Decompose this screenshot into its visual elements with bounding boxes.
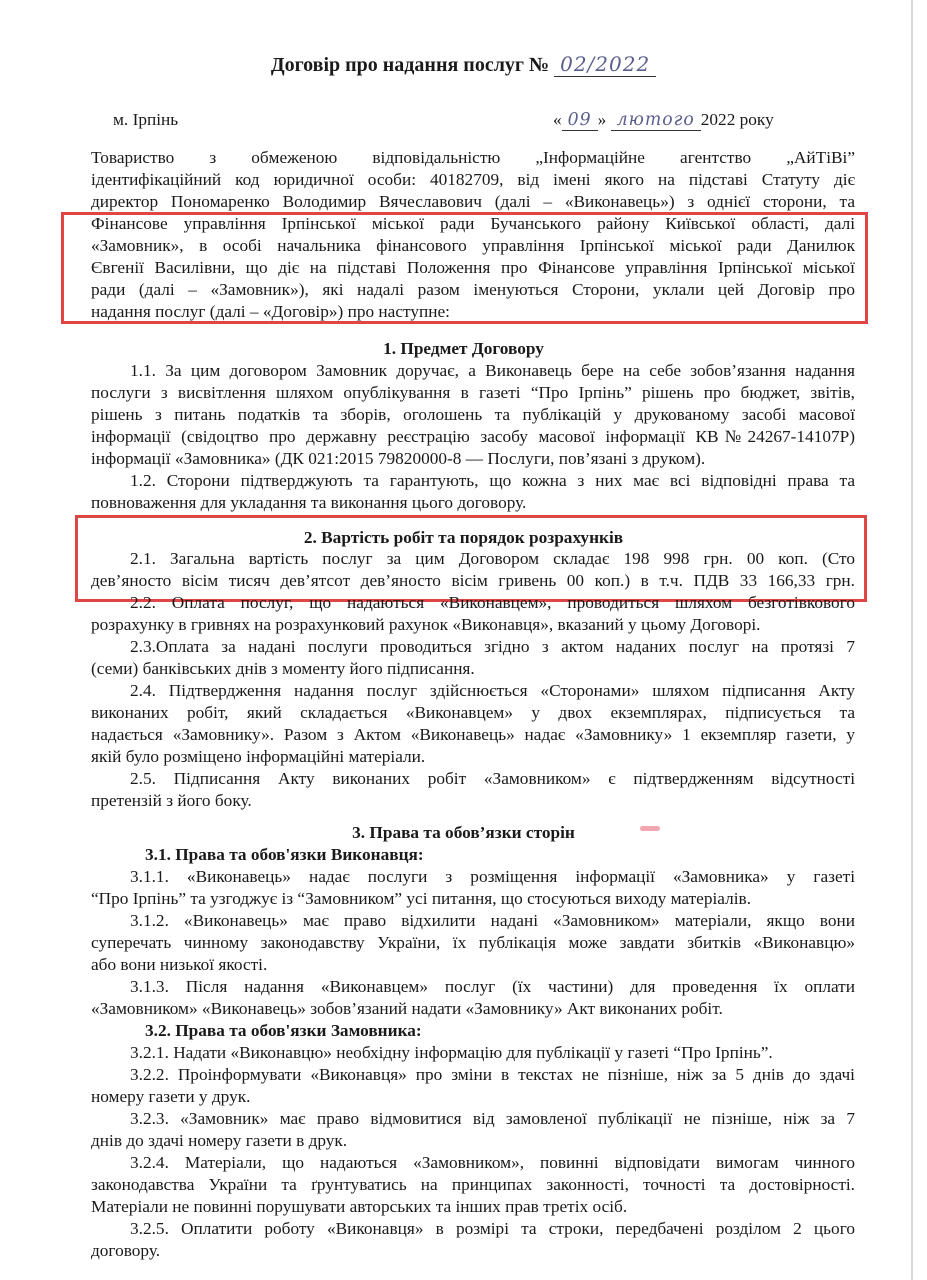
section-1-line: повноваження для укладання та виконання цього договору.: [91, 493, 527, 512]
section-3-2-line: законодавства України та ґрунтуватись на принципах законності, точності та достовірності.: [91, 1175, 855, 1194]
section-3-heading: 3. Права та обов’язки сторін: [352, 823, 575, 842]
preamble-line: Товариство з обмеженою відповідальністю „Інформаційне агентство „АйТіВі”: [91, 148, 855, 167]
date-day-handwritten: 09: [562, 110, 598, 131]
preamble-line: надання послуг (далі – «Договір») про наступне:: [91, 302, 450, 321]
section-3-1-line: “Про Ірпінь” та узгоджує із “Замовником” усі питання, що стосуються виходу матеріалів.: [91, 889, 752, 908]
section-3-1-line: суперечать чинному законодавству України, їх публікація може завдати збитків «Виконавцю»: [91, 933, 855, 952]
section-3-1-line: «Замовником» «Виконавець» зобов’язаний надати «Замовнику» Акт виконаних робіт.: [91, 999, 723, 1018]
section-3-2-line: 3.2.1. Надати «Виконавцю» необхідну інформацію для публікації у газеті “Про Ірпінь”.: [130, 1043, 773, 1062]
section-2-line: 2.4. Підтвердження надання послуг здійснюється «Сторонами» шляхом підписання Акту: [130, 681, 855, 700]
section-3-2-line: днів до здачі номеру газети в друк.: [91, 1131, 348, 1150]
date-open-quote: «: [553, 110, 562, 129]
preamble-line: Євгенії Василівни, що діє на підставі Положення про Фінансове управління Ірпінської міської: [91, 258, 855, 277]
document-title: [0, 52, 927, 77]
date-month-handwritten: лютого: [611, 110, 701, 131]
section-1-line: інформації (свідоцтво про державну реєстрацію засобу масової інформації КВ№24267-14107Р): [91, 427, 855, 446]
section-1-line: інформації «Замовника» (ДК 021:2015 79820000-8 — Послуги, пов’язані з друком).: [91, 449, 706, 468]
preamble-line: директор Пономаренко Володимир Вячеславович (далі – «Виконавець») з однієї сторони, та: [91, 192, 855, 211]
highlight-box-cost: [75, 515, 867, 602]
section-2-heading: 2. Вартість робіт та порядок розрахунків: [303, 528, 624, 547]
section-2-line: 2.3.Оплата за надані послуги проводиться згідно з актом наданих послуг на протязі 7: [130, 637, 855, 656]
section-3-1-line: 3.1.2. «Виконавець» має право відхилити надані «Замовником» матеріали, якщо вони: [130, 911, 855, 930]
section-2-line: 2.5. Підписання Акту виконаних робіт «Замовником» є підтвердженням відсутності: [130, 769, 855, 788]
section-3-2-heading: 3.2. Права та обов'язки Замовника:: [145, 1021, 422, 1040]
date-close-quote: »: [597, 110, 607, 129]
highlight-box-customer: [61, 212, 868, 324]
pink-marker-dash: [640, 826, 660, 831]
section-1-heading: 1. Предмет Договору: [383, 339, 544, 358]
title-text: Договір про надання послуг №: [270, 54, 550, 76]
section-3-1-line: або вони низької якості.: [91, 955, 268, 974]
section-3-1-line: 3.1.3. Після надання «Виконавцем» послуг (їх частини) для проведення їх оплати: [130, 977, 855, 996]
section-1-line: 1.2. Сторони підтверджують та гарантують, що кожна з них має всі відповідні права та: [130, 471, 855, 490]
section-2-line: дев’яносто вісім тисяч дев’ятсот дев’яносто вісім гривень 00 коп.) в т.ч. ПДВ 33 166,33 грн.: [91, 571, 855, 590]
contract-number-handwritten: 02/2022: [554, 52, 656, 77]
section-3-2-line: Матеріали не повинні порушувати авторських та інших прав третіх осіб.: [91, 1197, 628, 1216]
section-2-line: 2.1. Загальна вартість послуг за цим Договором складає 198 998 грн. 00 коп. (Сто: [130, 549, 855, 568]
section-2-line: 2.2. Оплата послуг, що надаються «Виконавцем», проводиться шляхом безготівкового: [130, 593, 855, 612]
preamble-line: ідентифікаційний код юридичної особи: 40182709, від імені якого на підставі Статуту діє: [91, 170, 855, 189]
city: м. Ірпінь: [113, 110, 179, 129]
section-2-line: розрахунку в гривнях на розрахунковий рахунок «Виконавця», вказаний у цьому Договорі.: [91, 615, 761, 634]
section-1-line: рішень з питань податків та зборів, оголошень та публікацій у друкованому засобі масової: [91, 405, 855, 424]
contract-date: [553, 109, 774, 131]
section-3-1-line: 3.1.1. «Виконавець» надає послуги з розміщення інформації «Замовника» у газеті: [130, 867, 855, 886]
section-2-line: претензій з його боку.: [91, 791, 252, 810]
date-year: 2022 року: [700, 110, 774, 129]
section-2-line: (семи) банківських днів з моменту його підписання.: [91, 659, 475, 678]
section-1-line: 1.1. За цим договором Замовник доручає, а Виконавець бере на себе зобов’язання надання: [130, 361, 855, 380]
section-3-2-line: 3.2.4. Матеріали, що надаються «Замовником», повинні відповідати вимогам чинного: [130, 1153, 855, 1172]
section-3-2-line: 3.2.2. Проінформувати «Виконавця» про зміни в текстах не пізніше, ніж за 5 днів до здачі: [130, 1065, 855, 1084]
preamble-line: Фінансове управління Ірпінської міської ради Бучанського району Київської області, далі: [91, 214, 855, 233]
section-1-line: послуги з висвітлення шляхом опублікування в газеті “Про Ірпінь” рішень про бюджет, звітів,: [91, 383, 855, 402]
preamble-line: ради (далі – «Замовник»), які надалі разом іменуються Сторони, уклали цей Договір про: [91, 280, 855, 299]
section-2-line: надається «Замовнику». Разом з Актом «Виконавець» надає «Замовнику» 1 екземпляр газети, у: [91, 725, 855, 744]
preamble-line: «Замовник», в особі начальника фінансового управління Ірпінської міської ради Данилюк: [91, 236, 855, 255]
section-2-line: виконаних робіт, який складається «Виконавцем» у двох екземплярах, підписується та: [91, 703, 855, 722]
section-3-2-line: номеру газети у друк.: [91, 1087, 251, 1106]
page-edge-divider: [911, 0, 913, 1280]
section-3-1-heading: 3.1. Права та обов'язки Виконавця:: [145, 845, 424, 864]
section-2-line: якій було розміщено інформаційні матеріали.: [91, 747, 426, 766]
section-3-2-line: 3.2.3. «Замовник» має право відмовитися від замовленої публікації не пізніше, ніж за 7: [130, 1109, 855, 1128]
section-3-2-line: договору.: [91, 1241, 161, 1260]
section-3-2-line: 3.2.5. Оплатити роботу «Виконавця» в розмірі та строки, передбачені розділом 2 цього: [130, 1219, 855, 1238]
